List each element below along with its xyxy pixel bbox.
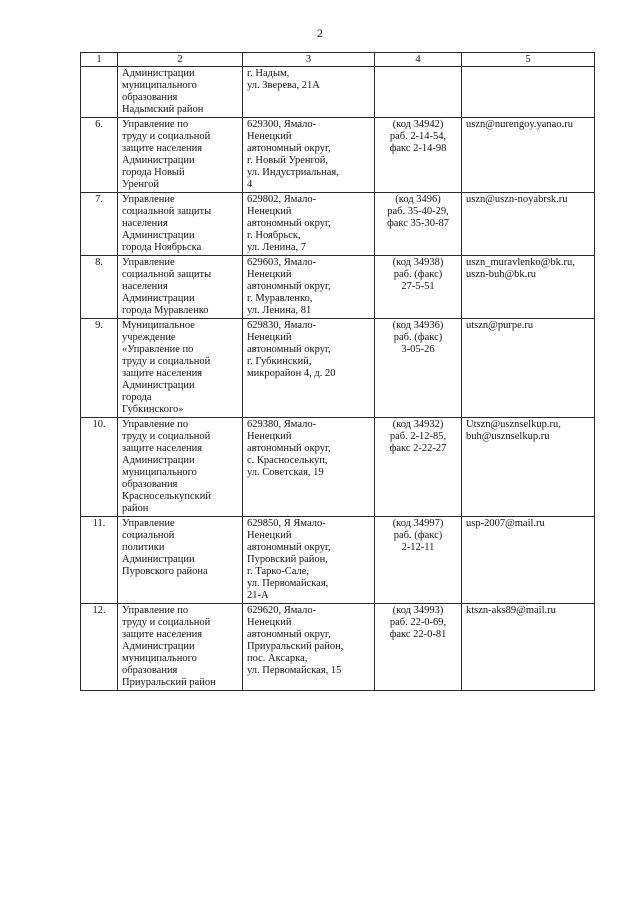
name-line: города Ноябрьска xyxy=(122,242,202,253)
phone-line: (код 34997) xyxy=(392,518,444,529)
email-line: uszn@nurengoy.yanao.ru xyxy=(466,119,573,130)
email-cell xyxy=(462,517,595,604)
email-cell xyxy=(462,118,595,193)
name-line: «Управление по xyxy=(122,344,194,355)
name-line: защите населения xyxy=(122,629,203,640)
email-line: Utszn@usznselkup.ru, xyxy=(466,419,561,430)
column-header-number: 1 xyxy=(81,53,118,67)
organization-name-cell xyxy=(118,118,243,193)
phone-line: раб. (факс) xyxy=(393,332,443,343)
name-line: район xyxy=(122,503,149,514)
phone-line: 27-5-51 xyxy=(401,281,435,292)
name-line: Надымский район xyxy=(122,104,204,115)
phone-line: раб. (факс) xyxy=(393,269,443,280)
name-line: Уренгой xyxy=(122,179,159,190)
address-cell xyxy=(243,517,375,604)
organization-name-cell xyxy=(118,604,243,691)
name-line: Губкинского» xyxy=(122,404,184,415)
organization-name-cell xyxy=(118,319,243,418)
phone-cell xyxy=(375,118,462,193)
name-line: социальной защиты xyxy=(122,269,212,280)
address-line: пос. Аксарка, xyxy=(247,653,308,664)
address-line: автономный округ, xyxy=(247,218,331,229)
name-line: защите населения xyxy=(122,143,203,154)
address-cell xyxy=(243,118,375,193)
address-line: 4 xyxy=(247,179,253,190)
name-line: города xyxy=(122,392,152,403)
name-line: Администрации xyxy=(122,641,195,652)
phone-line: раб. (факс) xyxy=(393,530,443,541)
address-line: ул. Индустриальная, xyxy=(247,167,339,178)
name-line: Управление xyxy=(122,257,175,268)
phone-line: раб. 22-0-69, xyxy=(389,617,447,628)
address-line: г. Губкинский, xyxy=(247,356,312,367)
address-line: 629620, Ямало- xyxy=(247,605,317,616)
address-line: автономный округ, xyxy=(247,143,331,154)
phone-line: факс 22-0-81 xyxy=(389,629,447,640)
name-line: труду и социальной xyxy=(122,131,211,142)
phone-line: (код 34993) xyxy=(392,605,444,616)
name-line: Управление по xyxy=(122,119,189,130)
name-line: защите населения xyxy=(122,443,203,454)
name-line: Приуральский район xyxy=(122,677,216,688)
row-number-cell: 8. xyxy=(81,256,118,319)
table-row xyxy=(81,517,595,604)
email-line: ktszn-aks89@mail.ru xyxy=(466,605,556,616)
name-line: труду и социальной xyxy=(122,617,211,628)
email-cell xyxy=(462,256,595,319)
name-line: муниципального xyxy=(122,467,197,478)
address-cell xyxy=(243,418,375,517)
row-number-cell: 6. xyxy=(81,118,118,193)
address-line: Ненецкий xyxy=(247,206,292,217)
name-line: Муниципальное xyxy=(122,320,195,331)
name-line: социальной xyxy=(122,530,175,541)
table-row xyxy=(81,418,595,517)
phone-line: раб. 35-40-29, xyxy=(387,206,449,217)
address-line: ул. Первомайская, xyxy=(247,578,329,589)
name-line: образования xyxy=(122,479,178,490)
address-line: г. Тарко-Сале, xyxy=(247,566,310,577)
name-line: населения xyxy=(122,281,168,292)
email-line: buh@usznselkup.ru xyxy=(466,431,550,442)
email-line: uszn_muravlenko@bk.ru, xyxy=(466,257,575,268)
name-line: Управление по xyxy=(122,605,189,616)
table-row xyxy=(81,193,595,256)
name-line: муниципального xyxy=(122,80,197,91)
address-line: г. Ноябрьск, xyxy=(247,230,301,241)
address-line: г. Надым, xyxy=(247,68,290,79)
row-number-cell: 7. xyxy=(81,193,118,256)
phone-line: факс 2-22-27 xyxy=(389,443,447,454)
name-line: Администрации xyxy=(122,554,195,565)
address-line: Ненецкий xyxy=(247,269,292,280)
address-line: 21-А xyxy=(247,590,269,601)
column-header-email: 5 xyxy=(462,53,595,67)
row-number-cell xyxy=(81,67,118,118)
name-line: Администрации xyxy=(122,68,195,79)
name-line: труду и социальной xyxy=(122,356,211,367)
address-cell xyxy=(243,256,375,319)
table-body xyxy=(81,67,595,691)
name-line: защите населения xyxy=(122,368,203,379)
name-line: Управление по xyxy=(122,419,189,430)
address-line: ул. Советская, 19 xyxy=(247,467,324,478)
column-header-address: 3 xyxy=(243,53,375,67)
address-line: автономный округ, xyxy=(247,281,331,292)
address-line: ул. Первомайская, 15 xyxy=(247,665,342,676)
address-line: 629300, Ямало- xyxy=(247,119,317,130)
name-line: Администрации xyxy=(122,380,195,391)
organization-name-cell xyxy=(118,517,243,604)
name-line: образования xyxy=(122,92,178,103)
name-line: города Новый xyxy=(122,167,185,178)
email-line: utszn@purpe.ru xyxy=(466,320,534,331)
organization-name-cell xyxy=(118,67,243,118)
email-line: usp-2007@mail.ru xyxy=(466,518,545,529)
name-line: Администрации xyxy=(122,293,195,304)
phone-cell xyxy=(375,319,462,418)
table-row xyxy=(81,118,595,193)
name-line: Управление xyxy=(122,518,175,529)
name-line: Администрации xyxy=(122,455,195,466)
address-cell xyxy=(243,319,375,418)
address-line: микрорайон 4, д. 20 xyxy=(247,368,336,379)
organization-name-cell xyxy=(118,418,243,517)
phone-line: факс 2-14-98 xyxy=(389,143,447,154)
email-cell xyxy=(462,67,595,118)
name-line: Пуровского района xyxy=(122,566,208,577)
phone-line: (код 34932) xyxy=(392,419,444,430)
address-line: ул. Ленина, 81 xyxy=(247,305,312,316)
phone-line: (код 3496) xyxy=(395,194,441,205)
address-line: с. Красноселькуп, xyxy=(247,455,328,466)
address-cell xyxy=(243,604,375,691)
address-line: автономный округ, xyxy=(247,443,331,454)
name-line: труду и социальной xyxy=(122,431,211,442)
name-line: социальной защиты xyxy=(122,206,212,217)
address-line: 629603, Ямало- xyxy=(247,257,317,268)
phone-line: раб. 2-14-54, xyxy=(389,131,447,142)
email-cell xyxy=(462,418,595,517)
address-line: 629850, Я Ямало- xyxy=(247,518,326,529)
address-line: Ненецкий xyxy=(247,332,292,343)
phone-cell xyxy=(375,418,462,517)
contacts-table xyxy=(80,52,595,691)
name-line: города Муравленко xyxy=(122,305,209,316)
address-line: 629380, Ямало- xyxy=(247,419,317,430)
name-line: населения xyxy=(122,218,168,229)
address-line: автономный округ, xyxy=(247,629,331,640)
name-line: Администрации xyxy=(122,230,195,241)
address-line: г. Муравленко, xyxy=(247,293,313,304)
email-cell xyxy=(462,604,595,691)
row-number-cell: 12. xyxy=(81,604,118,691)
organization-name-cell xyxy=(118,256,243,319)
phone-cell xyxy=(375,604,462,691)
name-line: Администрации xyxy=(122,155,195,166)
phone-cell xyxy=(375,193,462,256)
name-line: Красноселькупский xyxy=(122,491,212,502)
email-cell xyxy=(462,319,595,418)
address-line: автономный округ, xyxy=(247,344,331,355)
address-line: 629802, Ямало- xyxy=(247,194,317,205)
organization-name-cell xyxy=(118,193,243,256)
email-cell xyxy=(462,193,595,256)
column-header-phone: 4 xyxy=(375,53,462,67)
address-line: Пуровский район, xyxy=(247,554,328,565)
table-row xyxy=(81,256,595,319)
phone-line: (код 34936) xyxy=(392,320,444,331)
table-row xyxy=(81,604,595,691)
row-number-cell: 11. xyxy=(81,517,118,604)
address-line: 629830, Ямало- xyxy=(247,320,317,331)
address-line: Ненецкий xyxy=(247,131,292,142)
phone-line: раб. 2-12-85, xyxy=(389,431,447,442)
phone-cell xyxy=(375,517,462,604)
name-line: Управление xyxy=(122,194,175,205)
column-header-name: 2 xyxy=(118,53,243,67)
address-line: автономный округ, xyxy=(247,542,331,553)
name-line: учреждение xyxy=(122,332,176,343)
name-line: образования xyxy=(122,665,178,676)
row-number-cell: 9. xyxy=(81,319,118,418)
address-line: Приуральский район, xyxy=(247,641,344,652)
address-cell xyxy=(243,193,375,256)
address-line: Ненецкий xyxy=(247,617,292,628)
table-header-row xyxy=(81,53,595,67)
page-number: 2 xyxy=(317,26,323,40)
phone-line: 2-12-11 xyxy=(401,542,435,553)
table-row xyxy=(81,67,595,118)
phone-line: (код 34938) xyxy=(392,257,444,268)
address-line: Ненецкий xyxy=(247,431,292,442)
phone-cell xyxy=(375,67,462,118)
phone-line: (код 34942) xyxy=(392,119,444,130)
name-line: муниципального xyxy=(122,653,197,664)
name-line: политики xyxy=(122,542,165,553)
row-number-cell: 10. xyxy=(81,418,118,517)
address-line: ул. Зверева, 21А xyxy=(247,80,320,91)
address-cell xyxy=(243,67,375,118)
phone-cell xyxy=(375,256,462,319)
email-line: uszn@uszn-noyabrsk.ru xyxy=(466,194,568,205)
phone-line: 3-05-26 xyxy=(401,344,435,355)
email-line: uszn-buh@bk.ru xyxy=(466,269,537,280)
table-row xyxy=(81,319,595,418)
address-line: ул. Ленина, 7 xyxy=(247,242,307,253)
address-line: г. Новый Уренгой, xyxy=(247,155,329,166)
address-line: Ненецкий xyxy=(247,530,292,541)
phone-line: факс 35-30-87 xyxy=(386,218,450,229)
